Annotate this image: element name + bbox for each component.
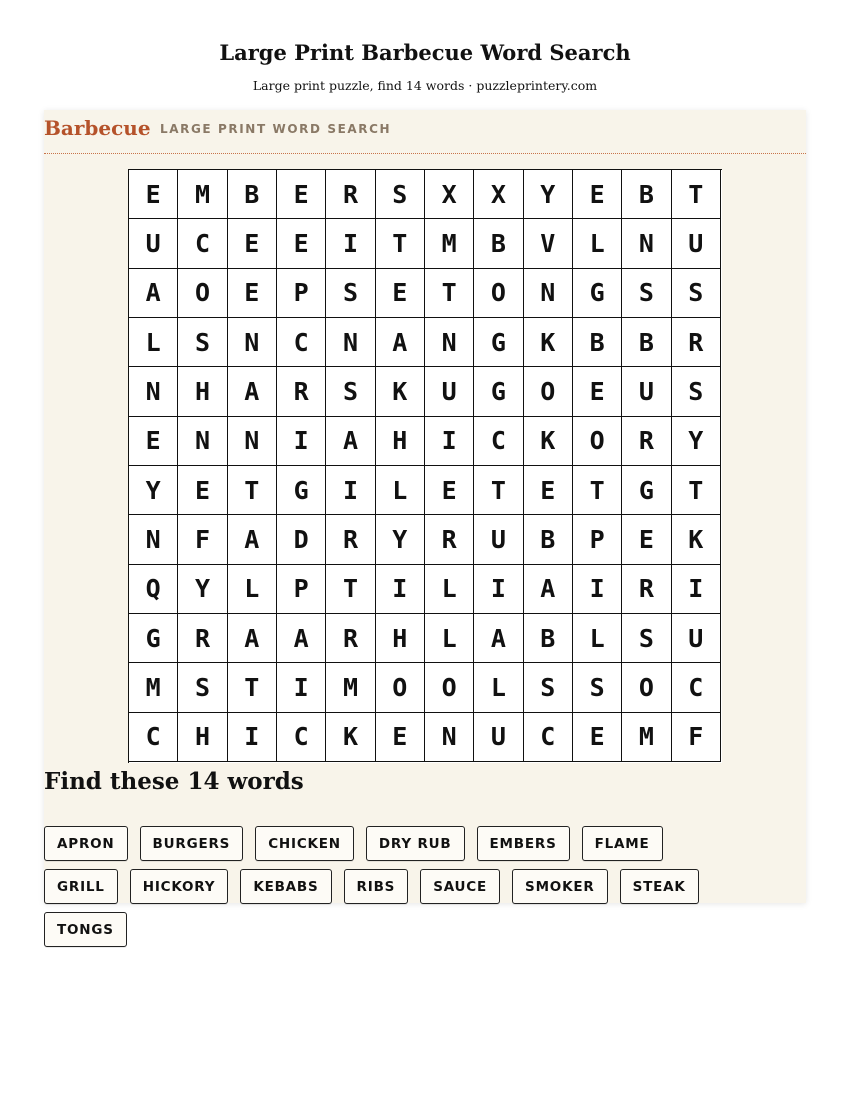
grid-cell[interactable]: E xyxy=(129,170,178,219)
grid-cell[interactable]: L xyxy=(573,614,622,663)
grid-cell[interactable]: S xyxy=(622,614,671,663)
grid-cell[interactable]: I xyxy=(326,466,375,515)
grid-cell[interactable]: A xyxy=(228,614,277,663)
grid-cell[interactable]: C xyxy=(474,417,523,466)
grid-cell[interactable]: H xyxy=(178,367,227,416)
grid-cell[interactable]: N xyxy=(425,713,474,762)
grid-cell[interactable]: U xyxy=(622,367,671,416)
grid-cell[interactable]: M xyxy=(326,663,375,712)
grid-cell[interactable]: N xyxy=(326,318,375,367)
word-chip[interactable]: APRON xyxy=(44,826,128,861)
grid-cell[interactable]: O xyxy=(622,663,671,712)
grid-cell[interactable]: B xyxy=(474,219,523,268)
grid-cell[interactable]: S xyxy=(326,367,375,416)
grid-cell[interactable]: T xyxy=(376,219,425,268)
grid-cell[interactable]: L xyxy=(425,614,474,663)
page-subtitle: Large print puzzle, find 14 words · puzzleprintery.com xyxy=(252,78,598,93)
grid-cell[interactable]: M xyxy=(425,219,474,268)
word-chip[interactable]: FLAME xyxy=(582,826,663,861)
grid-cell[interactable]: T xyxy=(474,466,523,515)
grid-cell[interactable]: K xyxy=(672,515,721,564)
grid-cell[interactable]: Y xyxy=(129,466,178,515)
grid-cell[interactable]: S xyxy=(672,269,721,318)
grid-cell[interactable]: A xyxy=(376,318,425,367)
grid-cell[interactable]: N xyxy=(524,269,573,318)
grid-cell[interactable]: G xyxy=(129,614,178,663)
word-list-heading: Find these 14 words xyxy=(44,768,304,795)
grid-cell[interactable]: E xyxy=(178,466,227,515)
grid-cell[interactable]: C xyxy=(178,219,227,268)
card-title: Barbecue xyxy=(44,116,151,140)
grid-cell[interactable]: E xyxy=(129,417,178,466)
grid-cell[interactable]: S xyxy=(178,318,227,367)
grid-cell[interactable]: E xyxy=(376,269,425,318)
grid-cell[interactable]: Y xyxy=(178,565,227,614)
grid-cell[interactable]: M xyxy=(622,713,671,762)
grid-cell[interactable]: G xyxy=(277,466,326,515)
grid-cell[interactable]: X xyxy=(474,170,523,219)
grid-cell[interactable]: O xyxy=(376,663,425,712)
grid-cell[interactable]: A xyxy=(228,367,277,416)
word-chip[interactable]: KEBABS xyxy=(240,869,331,904)
grid-cell[interactable]: O xyxy=(573,417,622,466)
grid-cell[interactable]: C xyxy=(129,713,178,762)
grid-cell[interactable]: E xyxy=(573,713,622,762)
grid-cell[interactable]: E xyxy=(376,713,425,762)
grid-cell[interactable]: B xyxy=(622,170,671,219)
grid-cell[interactable]: R xyxy=(672,318,721,367)
grid-cell[interactable]: R xyxy=(425,515,474,564)
grid-cell[interactable]: K xyxy=(524,417,573,466)
word-list xyxy=(44,826,744,947)
grid-cell[interactable]: K xyxy=(326,713,375,762)
grid-cell[interactable]: R xyxy=(622,565,671,614)
grid-cell[interactable]: A xyxy=(326,417,375,466)
grid-cell[interactable]: A xyxy=(524,565,573,614)
grid-cell[interactable]: M xyxy=(178,170,227,219)
word-chip[interactable]: EMBERS xyxy=(477,826,570,861)
word-chip[interactable]: HICKORY xyxy=(130,869,229,904)
card-header xyxy=(44,110,806,154)
grid-cell[interactable]: L xyxy=(228,565,277,614)
word-chip[interactable]: TONGS xyxy=(44,912,127,947)
grid-cell[interactable]: G xyxy=(622,466,671,515)
grid-cell[interactable]: K xyxy=(524,318,573,367)
grid-cell[interactable]: P xyxy=(277,565,326,614)
grid-cell[interactable]: S xyxy=(622,269,671,318)
grid-cell[interactable]: A xyxy=(474,614,523,663)
grid-cell[interactable]: K xyxy=(376,367,425,416)
grid-cell[interactable]: L xyxy=(376,466,425,515)
grid-cell[interactable]: I xyxy=(228,713,277,762)
grid-cell[interactable]: E xyxy=(524,466,573,515)
grid-cell[interactable]: O xyxy=(178,269,227,318)
word-chip[interactable]: GRILL xyxy=(44,869,118,904)
grid-cell[interactable]: C xyxy=(277,318,326,367)
grid-cell[interactable]: H xyxy=(376,614,425,663)
grid-cell[interactable]: G xyxy=(474,367,523,416)
grid-cell[interactable]: I xyxy=(376,565,425,614)
word-chip[interactable]: SAUCE xyxy=(420,869,500,904)
grid-cell[interactable]: F xyxy=(672,713,721,762)
grid-cell[interactable]: X xyxy=(425,170,474,219)
letter-grid xyxy=(128,169,722,763)
grid-cell[interactable]: R xyxy=(326,614,375,663)
grid-cell[interactable]: E xyxy=(622,515,671,564)
grid-cell[interactable]: L xyxy=(425,565,474,614)
grid-cell[interactable]: E xyxy=(228,269,277,318)
grid-cell[interactable]: N xyxy=(129,515,178,564)
grid-cell[interactable]: E xyxy=(573,170,622,219)
grid-cell[interactable]: I xyxy=(474,565,523,614)
word-chip[interactable]: STEAK xyxy=(620,869,699,904)
grid-cell[interactable]: A xyxy=(129,269,178,318)
grid-cell[interactable]: L xyxy=(573,219,622,268)
grid-cell[interactable]: S xyxy=(178,663,227,712)
grid-cell[interactable]: H xyxy=(376,417,425,466)
grid-cell[interactable]: O xyxy=(474,269,523,318)
word-chip[interactable]: CHICKEN xyxy=(255,826,354,861)
grid-cell[interactable]: L xyxy=(129,318,178,367)
grid-cell[interactable]: G xyxy=(573,269,622,318)
grid-cell[interactable]: A xyxy=(277,614,326,663)
grid-cell[interactable]: S xyxy=(326,269,375,318)
grid-cell[interactable]: I xyxy=(326,219,375,268)
grid-cell[interactable]: N xyxy=(425,318,474,367)
grid-cell[interactable]: T xyxy=(425,269,474,318)
grid-cell[interactable]: U xyxy=(425,367,474,416)
page-title: Large Print Barbecue Word Search xyxy=(219,40,631,65)
grid-cell[interactable]: R xyxy=(178,614,227,663)
grid-cell[interactable]: B xyxy=(573,318,622,367)
grid-cell[interactable]: E xyxy=(277,170,326,219)
grid-cell[interactable]: L xyxy=(474,663,523,712)
grid-cell[interactable]: N xyxy=(228,318,277,367)
grid-cell[interactable]: P xyxy=(277,269,326,318)
grid-cell[interactable]: P xyxy=(573,515,622,564)
grid-cell[interactable]: R xyxy=(277,367,326,416)
grid-cell[interactable]: R xyxy=(622,417,671,466)
grid-cell[interactable]: D xyxy=(277,515,326,564)
grid-cell[interactable]: E xyxy=(228,219,277,268)
grid-cell[interactable]: N xyxy=(622,219,671,268)
grid-cell[interactable]: B xyxy=(524,515,573,564)
grid-cell[interactable]: Y xyxy=(376,515,425,564)
grid-cell[interactable]: N xyxy=(178,417,227,466)
grid-cell[interactable]: Y xyxy=(672,417,721,466)
grid-cell[interactable]: R xyxy=(326,170,375,219)
grid-cell[interactable]: N xyxy=(129,367,178,416)
grid-cell[interactable]: S xyxy=(376,170,425,219)
grid-cell[interactable]: T xyxy=(672,466,721,515)
word-chip[interactable]: DRY RUB xyxy=(366,826,465,861)
grid-cell[interactable]: C xyxy=(672,663,721,712)
grid-cell[interactable]: Q xyxy=(129,565,178,614)
grid-cell[interactable]: C xyxy=(277,713,326,762)
grid-cell[interactable]: U xyxy=(129,219,178,268)
grid-cell[interactable]: E xyxy=(277,219,326,268)
grid-cell[interactable]: S xyxy=(524,663,573,712)
grid-cell[interactable]: B xyxy=(228,170,277,219)
grid-cell[interactable]: R xyxy=(326,515,375,564)
grid-cell[interactable]: I xyxy=(672,565,721,614)
grid-cell[interactable]: A xyxy=(228,515,277,564)
card-tag: LARGE PRINT WORD SEARCH xyxy=(160,122,392,136)
grid-cell[interactable]: T xyxy=(672,170,721,219)
grid-cell[interactable]: S xyxy=(573,663,622,712)
grid-cell[interactable]: U xyxy=(672,614,721,663)
grid-cell[interactable]: T xyxy=(573,466,622,515)
grid-cell[interactable]: O xyxy=(425,663,474,712)
grid-cell[interactable]: S xyxy=(672,367,721,416)
word-chip[interactable]: BURGERS xyxy=(140,826,244,861)
grid-cell[interactable]: B xyxy=(524,614,573,663)
grid-cell[interactable]: M xyxy=(129,663,178,712)
word-chip[interactable]: RIBS xyxy=(344,869,409,904)
grid-cell[interactable]: F xyxy=(178,515,227,564)
grid-cell[interactable]: V xyxy=(524,219,573,268)
grid-cell[interactable]: U xyxy=(672,219,721,268)
grid-cell[interactable]: N xyxy=(228,417,277,466)
grid-cell[interactable]: E xyxy=(573,367,622,416)
grid-cell[interactable]: U xyxy=(474,713,523,762)
grid-cell[interactable]: B xyxy=(622,318,671,367)
grid-cell[interactable]: G xyxy=(474,318,523,367)
grid-cell[interactable]: Y xyxy=(524,170,573,219)
grid-cell[interactable]: T xyxy=(326,565,375,614)
grid-cell[interactable]: I xyxy=(277,663,326,712)
grid-cell[interactable]: I xyxy=(425,417,474,466)
puzzle-card xyxy=(44,110,806,938)
grid-cell[interactable]: E xyxy=(425,466,474,515)
grid-cell[interactable]: T xyxy=(228,663,277,712)
grid-cell[interactable]: I xyxy=(573,565,622,614)
word-chip[interactable]: SMOKER xyxy=(512,869,608,904)
grid-cell[interactable]: T xyxy=(228,466,277,515)
grid-cell[interactable]: I xyxy=(277,417,326,466)
grid-cell[interactable]: O xyxy=(524,367,573,416)
grid-cell[interactable]: H xyxy=(178,713,227,762)
grid-cell[interactable]: C xyxy=(524,713,573,762)
grid-cell[interactable]: U xyxy=(474,515,523,564)
